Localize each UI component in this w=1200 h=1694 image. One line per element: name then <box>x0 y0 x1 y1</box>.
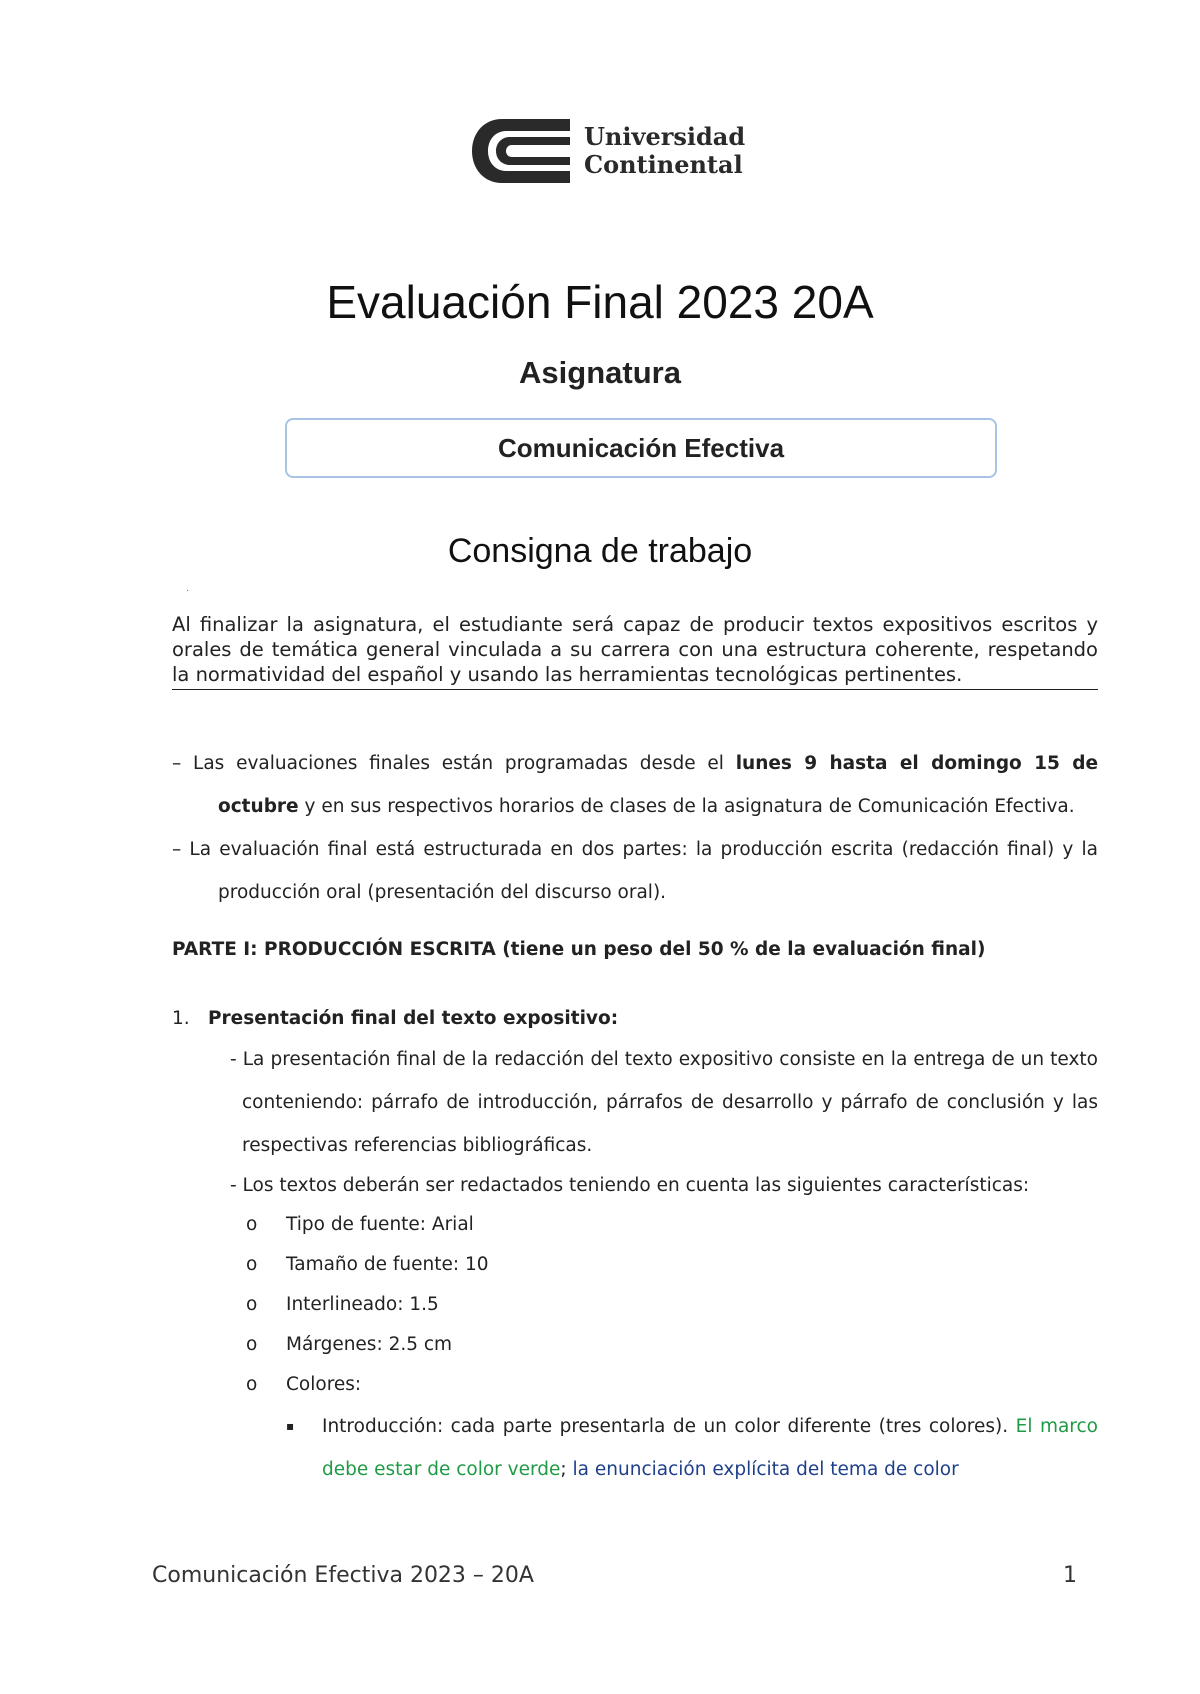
logo-line-2: Continental <box>584 150 743 179</box>
spec-item: o Márgenes: 2.5 cm <box>246 1325 1098 1365</box>
intro-dates-pre: – Las evaluaciones finales están programadas desde el <box>172 753 736 774</box>
specs-list <box>230 1205 1098 1491</box>
colors-intro-text: Introducción: cada parte presentarla de un color diferente (tres colores). <box>322 1416 1016 1437</box>
item1-title: Presentación final del texto expositivo: <box>208 1008 619 1029</box>
subject-name: Comunicación Efectiva <box>497 432 785 463</box>
colors-intro-item <box>286 1405 1098 1491</box>
part1-heading: PARTE I: PRODUCCIÓN ESCRITA (tiene un peso del 50 % de la evaluación final) <box>172 939 986 960</box>
spec-item: o Tamaño de fuente: 10 <box>246 1245 1098 1285</box>
stray-dot: . <box>186 583 190 594</box>
logo-text <box>584 123 745 179</box>
document-title: Evaluación Final 2023 20A <box>326 276 874 328</box>
document-body <box>172 742 1098 1491</box>
colors-intro-blue-text: la enunciación explícita del tema de color <box>572 1459 959 1480</box>
colors-intro-green-text: El marco debe estar de color verde <box>322 1416 1098 1480</box>
item1-dash-presentation: - La presentación final de la redacción del texto expositivo consiste en la entrega de un texto conteniendo: párrafo de introducción, párrafos de desarrollo y párrafo de conclusión y las respectivas referencias bibliográficas. <box>230 1049 1098 1156</box>
item1-dash-characteristics: - Los textos deberán ser redactados teniendo en cuenta las siguientes características: <box>230 1175 1030 1196</box>
intro-paragraph-dates <box>172 742 1098 828</box>
spec-item: o Interlineado: 1.5 <box>246 1285 1098 1325</box>
subject-name-box <box>285 418 997 478</box>
colors-intro-separator: ; <box>560 1459 573 1480</box>
intro-dates-post: y en sus respectivos horarios de clases de la asignatura de Comunicación Efectiva. <box>298 796 1075 817</box>
section-title: Consigna de trabajo <box>447 532 753 570</box>
intro-dates-bold: lunes 9 hasta el domingo 15 de octubre <box>218 753 1098 817</box>
item1-heading <box>172 1004 1098 1034</box>
spec-item: o Tipo de fuente: Arial <box>246 1205 1098 1245</box>
item1-content <box>172 1038 1098 1491</box>
item1-number: 1. <box>172 1008 190 1029</box>
university-logo <box>466 115 756 187</box>
page-number: 1 <box>1063 1563 1077 1588</box>
spec-item: o Colores: <box>246 1365 1098 1405</box>
intro-paragraph-structure: – La evaluación final está estructurada en dos partes: la producción escrita (redacción final) y la producción oral (presentación del discurso oral). <box>172 839 1098 903</box>
page-footer <box>152 1563 1077 1588</box>
colors-sublist <box>246 1405 1098 1491</box>
subject-label: Asignatura <box>519 355 681 390</box>
footer-course: Comunicación Efectiva 2023 – 20A <box>152 1563 534 1588</box>
continental-logo-mark-icon <box>466 115 576 187</box>
logo-line-1: Universidad <box>584 122 746 151</box>
learning-objective: Al finalizar la asignatura, el estudiante será capaz de producir textos expositivos escritos y orales de temática general vinculada a su carrera con una estructura coherente, respetando la normatividad del español y usando las herramientas tecnológicas pertinentes. <box>172 612 1098 690</box>
